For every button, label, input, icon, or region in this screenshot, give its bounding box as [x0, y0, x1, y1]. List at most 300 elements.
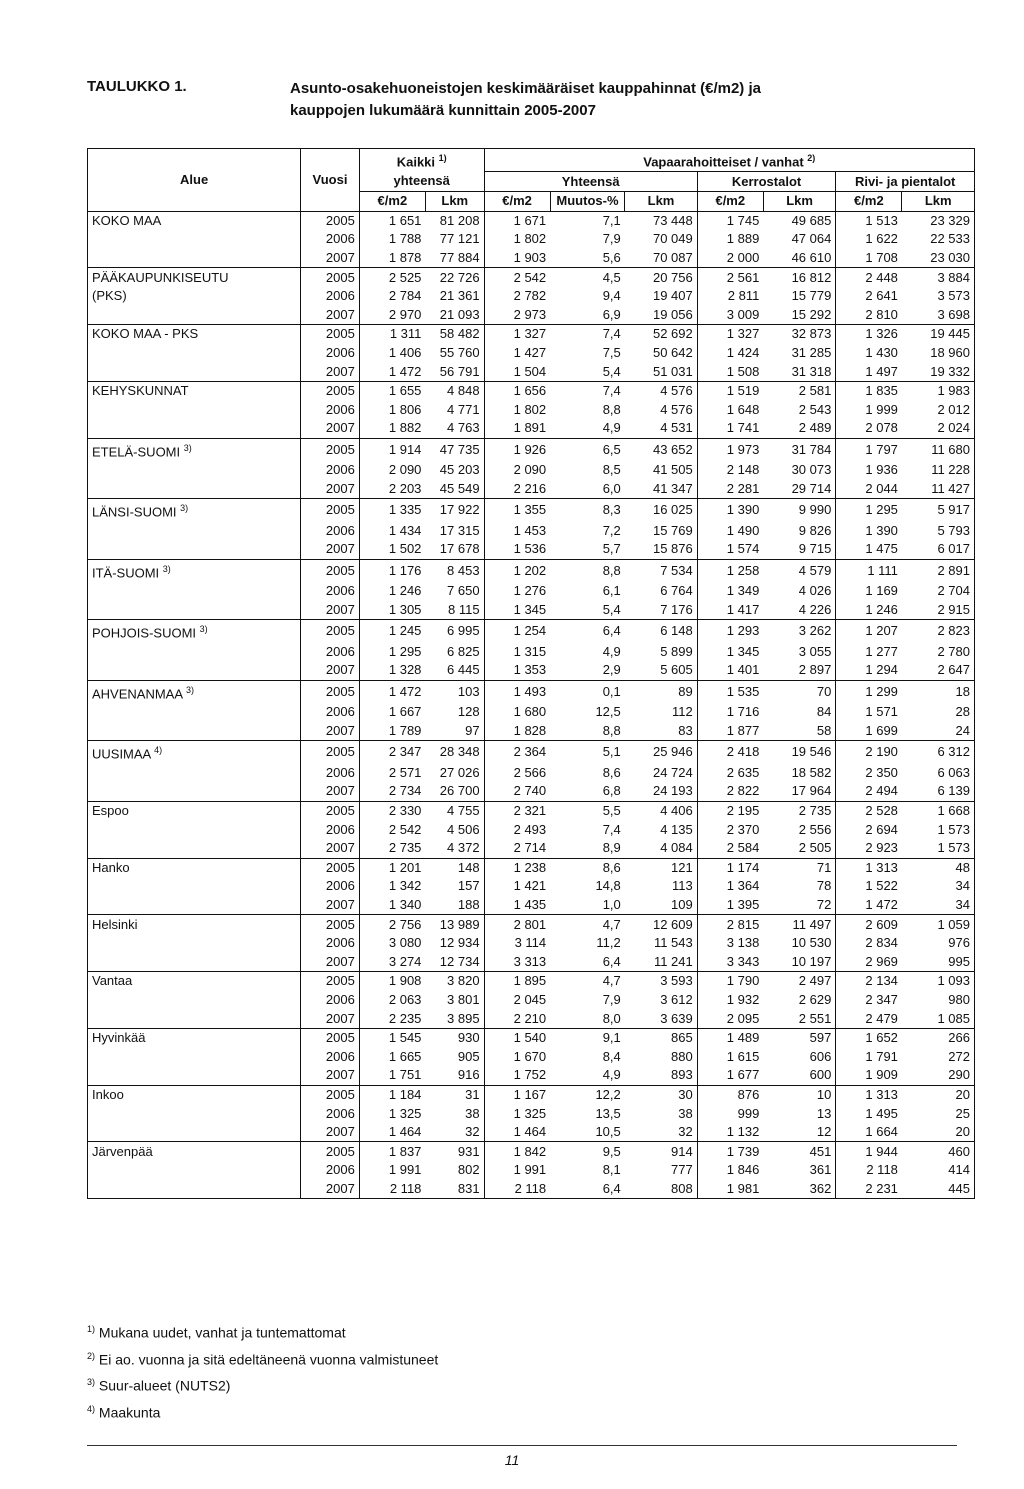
value-cell: 931: [425, 1142, 484, 1161]
region-cell: [88, 1047, 301, 1066]
value-cell: 1 648: [697, 400, 763, 419]
value-cell: 6 139: [902, 782, 975, 801]
value-cell: 1 802: [484, 400, 550, 419]
value-cell: 1 790: [697, 972, 763, 991]
value-cell: 6 764: [660, 583, 693, 599]
region-name: Espoo: [92, 803, 129, 819]
region-cell: [88, 438, 301, 461]
value-cell: 13,5: [595, 1105, 621, 1121]
value-cell: 4 026: [798, 583, 832, 599]
value-cell: 1 944: [836, 1142, 902, 1161]
value-cell: 2 584: [697, 839, 763, 858]
region-cell: [88, 287, 301, 306]
table-row: [88, 480, 975, 499]
value-cell: 9 990: [763, 499, 835, 522]
value-cell: 8,8: [602, 722, 621, 738]
value-cell: 109: [671, 897, 693, 912]
value-cell: 1 909: [836, 1066, 902, 1085]
table-row: [88, 1142, 975, 1161]
region-cell: [88, 722, 301, 741]
year-cell: 2006: [301, 230, 360, 249]
value-cell: 2 823: [902, 620, 975, 643]
value-cell: 2 525: [359, 268, 425, 287]
value-cell: 1 489: [697, 1028, 763, 1047]
value-cell: 11 497: [763, 915, 835, 934]
region-footnote-mark: 3): [183, 442, 192, 453]
value-cell: 1 174: [697, 858, 763, 877]
value-cell: 4 531: [660, 420, 693, 436]
value-cell: 1 677: [697, 1066, 763, 1085]
value-cell: 16 025: [625, 499, 697, 522]
value-cell: 2 493: [484, 820, 550, 839]
value-cell: 18 960: [902, 344, 975, 363]
value-cell: 7,5: [602, 344, 621, 360]
value-cell: 11 543: [653, 935, 693, 951]
value-cell: 1 111: [836, 559, 902, 582]
value-cell: 1 751: [359, 1066, 425, 1085]
value-cell: 9,5: [550, 1142, 625, 1161]
value-cell: 2 571: [359, 764, 425, 783]
value-cell: 2 216: [484, 480, 550, 499]
value-cell: 1 464: [484, 1123, 550, 1142]
region-name-line-2: (PKS): [92, 288, 127, 304]
value-cell: 1 882: [359, 419, 425, 438]
region-cell: [88, 540, 301, 559]
value-cell: 1 708: [836, 249, 902, 268]
value-cell: 9,1: [550, 1028, 625, 1047]
value-cell: 808: [625, 1180, 697, 1199]
value-cell: 3 274: [359, 952, 425, 971]
value-cell: 11 680: [902, 438, 975, 461]
value-cell: 19 056: [652, 306, 693, 322]
value-cell: 1 132: [697, 1123, 763, 1142]
value-cell: 1 085: [902, 1009, 975, 1028]
table-row: [88, 934, 975, 953]
value-cell: 70: [763, 680, 835, 703]
table-row: [88, 559, 975, 582]
region-cell: [88, 934, 301, 953]
value-cell: 3 593: [625, 972, 697, 991]
value-cell: 1 295: [836, 499, 902, 522]
value-cell: 2 134: [836, 972, 902, 991]
table-row: [88, 643, 975, 662]
value-cell: 1 258: [697, 559, 763, 582]
value-cell: 3 895: [447, 1010, 480, 1026]
value-cell: 47 735: [425, 438, 484, 461]
value-cell: 2 641: [836, 287, 902, 306]
price-table: [87, 148, 975, 1199]
value-cell: 1 699: [836, 722, 902, 741]
value-cell: 9,4: [602, 288, 621, 304]
value-cell: 24 724: [652, 764, 693, 780]
value-cell: 10 530: [791, 935, 832, 951]
value-cell: 905: [457, 1048, 480, 1064]
table-row: [88, 344, 975, 363]
region-name: KOKO MAA: [92, 212, 162, 228]
table-row: [88, 521, 975, 540]
value-cell: 1 202: [484, 559, 550, 582]
year-cell: 2007: [301, 540, 360, 559]
value-cell: 7,9: [602, 991, 621, 1007]
value-cell: 1 716: [697, 703, 763, 722]
value-cell: 9 826: [798, 522, 832, 538]
value-cell: 1 891: [484, 419, 550, 438]
value-cell: 1 305: [359, 601, 425, 620]
value-cell: 2 694: [836, 820, 902, 839]
value-cell: 3 055: [798, 643, 832, 659]
value-cell: 361: [809, 1162, 832, 1178]
year-cell: 2006: [301, 287, 360, 306]
year-cell: 2005: [301, 499, 360, 522]
value-cell: 4 506: [447, 821, 480, 837]
value-cell: 1 903: [484, 249, 550, 268]
col-eur-m2: €/m2: [836, 191, 902, 211]
value-cell: 1 806: [359, 400, 425, 419]
value-cell: 1 504: [484, 362, 550, 381]
year-cell: 2005: [301, 1085, 360, 1104]
table-row: [88, 1180, 975, 1199]
year-cell: 2005: [301, 915, 360, 934]
value-cell: 1 207: [836, 620, 902, 643]
value-cell: 1 508: [697, 362, 763, 381]
year-cell: 2006: [301, 521, 360, 540]
region-cell: [88, 344, 301, 363]
col-eur-m2: €/m2: [484, 191, 550, 211]
table-row: [88, 400, 975, 419]
value-cell: 1 176: [359, 559, 425, 582]
value-cell: 8,5: [602, 462, 621, 478]
value-cell: 12,5: [595, 704, 621, 720]
value-cell: 995: [902, 952, 975, 971]
value-cell: 2 418: [697, 741, 763, 764]
value-cell: 4 406: [625, 801, 697, 820]
value-cell: 2 891: [902, 559, 975, 582]
year-cell: 2007: [301, 480, 360, 499]
value-cell: 157: [457, 878, 480, 894]
value-cell: 4,9: [602, 1067, 621, 1083]
footnote-text: Maakunta: [98, 1404, 161, 1421]
value-cell: 1,0: [602, 897, 621, 912]
table-row: [88, 991, 975, 1010]
region-cell: [88, 305, 301, 324]
value-cell: 1 472: [359, 362, 425, 381]
value-cell: 1 421: [484, 877, 550, 896]
value-cell: 1 652: [836, 1028, 902, 1047]
value-cell: 113: [672, 878, 693, 894]
value-cell: 188: [457, 897, 480, 912]
value-cell: 2 704: [902, 582, 975, 601]
value-cell: 1 276: [484, 582, 550, 601]
value-cell: 1 349: [697, 582, 763, 601]
value-cell: 2 203: [359, 480, 425, 499]
value-cell: 48: [902, 858, 975, 877]
value-cell: 2 095: [697, 1009, 763, 1028]
region-cell: [88, 601, 301, 620]
table-row: [88, 268, 975, 287]
value-cell: 1 991: [359, 1161, 425, 1180]
value-cell: 11,2: [596, 935, 621, 951]
value-cell: 1 513: [836, 211, 902, 230]
value-cell: 2 915: [902, 601, 975, 620]
value-cell: 4,7: [550, 972, 625, 991]
value-cell: 3 009: [697, 305, 763, 324]
value-cell: 128: [457, 704, 480, 720]
value-cell: 18: [902, 680, 975, 703]
value-cell: 999: [697, 1104, 763, 1123]
value-cell: 1 342: [359, 877, 425, 896]
value-cell: 1 665: [359, 1047, 425, 1066]
value-cell: 45 203: [439, 462, 480, 478]
value-cell: 15 876: [652, 541, 693, 557]
value-cell: 4 755: [425, 801, 484, 820]
value-cell: 71: [763, 858, 835, 877]
value-cell: 30 073: [791, 462, 832, 478]
value-cell: 1 340: [359, 896, 425, 915]
year-cell: 2006: [301, 400, 360, 419]
value-cell: 2 609: [836, 915, 902, 934]
value-cell: 362: [763, 1180, 835, 1199]
year-cell: 2007: [301, 722, 360, 741]
value-cell: 1 246: [836, 601, 902, 620]
value-cell: 81 208: [425, 211, 484, 230]
value-cell: 1 059: [902, 915, 975, 934]
year-cell: 2007: [301, 952, 360, 971]
value-cell: 5,4: [602, 363, 621, 379]
page-number: 11: [504, 1452, 520, 1468]
value-cell: 1 936: [836, 461, 902, 480]
value-cell: 1 680: [484, 703, 550, 722]
value-cell: 23 329: [902, 211, 975, 230]
value-cell: 1 453: [484, 521, 550, 540]
value-cell: 38: [465, 1105, 480, 1121]
value-cell: 2 195: [697, 801, 763, 820]
value-cell: 8,0: [602, 1010, 621, 1026]
value-cell: 1 490: [697, 521, 763, 540]
value-cell: 1 999: [836, 400, 902, 419]
value-cell: 6 017: [902, 540, 975, 559]
region-cell: [88, 268, 301, 287]
value-cell: 72: [816, 897, 832, 912]
value-cell: 4 771: [447, 401, 480, 417]
region-footnote-mark: 4): [154, 745, 163, 756]
value-cell: 893: [671, 1067, 693, 1083]
value-cell: 3 573: [902, 287, 975, 306]
value-cell: 1 667: [359, 703, 425, 722]
value-cell: 1 472: [836, 896, 902, 915]
value-cell: 831: [425, 1180, 484, 1199]
year-cell: 2006: [301, 934, 360, 953]
region-cell: [88, 1085, 301, 1104]
value-cell: 1 475: [836, 540, 902, 559]
value-cell: 103: [425, 680, 484, 703]
table-row: [88, 952, 975, 971]
value-cell: 4 084: [660, 840, 693, 856]
region-name: Hanko: [92, 859, 130, 875]
region-name: Hyvinkää: [92, 1030, 146, 1046]
table-row: [88, 305, 975, 324]
region-footnote-mark: 3): [180, 503, 189, 514]
col-lkm: Lkm: [625, 191, 697, 211]
region-cell: [88, 400, 301, 419]
value-cell: 2 834: [836, 934, 902, 953]
value-cell: 1 355: [484, 499, 550, 522]
region-cell: [88, 1066, 301, 1085]
table-row: [88, 540, 975, 559]
value-cell: 1 983: [902, 381, 975, 400]
value-cell: 11 228: [902, 461, 975, 480]
region-cell: [88, 1161, 301, 1180]
header-row-1: [88, 149, 975, 172]
value-cell: 13 989: [425, 915, 484, 934]
value-cell: 3 080: [359, 934, 425, 953]
value-cell: 58: [816, 722, 832, 738]
value-cell: 22 726: [425, 268, 484, 287]
title-line-1: Asunto-osakehuoneistojen keskimääräiset kauppahinnat (€/m2) ja: [290, 80, 761, 97]
footnote-text: Ei ao. vuonna ja sitä edeltäneenä vuonna valmistuneet: [98, 1351, 439, 1368]
year-cell: 2006: [301, 582, 360, 601]
value-cell: 1 802: [484, 230, 550, 249]
table-row: [88, 325, 975, 344]
region-name: AHVENANMAA: [92, 686, 183, 702]
value-cell: 2 740: [484, 782, 550, 801]
value-cell: 4,9: [602, 420, 621, 436]
value-cell: 7 534: [625, 559, 697, 582]
value-cell: 2 581: [763, 381, 835, 400]
value-cell: 24 193: [652, 783, 693, 799]
value-cell: 2 543: [798, 401, 832, 417]
value-cell: 50 642: [652, 344, 693, 360]
value-cell: 3 820: [425, 972, 484, 991]
region-cell: [88, 643, 301, 662]
region-cell: [88, 764, 301, 783]
value-cell: 4 579: [763, 559, 835, 582]
value-cell: 17 678: [439, 541, 480, 557]
value-cell: 41 347: [652, 480, 693, 496]
value-cell: 1 313: [836, 1085, 902, 1104]
value-cell: 83: [678, 722, 693, 738]
value-cell: 3 343: [697, 952, 763, 971]
value-cell: 1 878: [359, 249, 425, 268]
region-cell: [88, 782, 301, 801]
col-header-yhteensa: Yhteensä: [484, 172, 697, 192]
table-row: [88, 680, 975, 703]
value-cell: 31: [425, 1085, 484, 1104]
value-cell: 1 295: [359, 643, 425, 662]
value-cell: 2 044: [836, 480, 902, 499]
year-cell: 2005: [301, 858, 360, 877]
value-cell: 8,8: [550, 559, 625, 582]
value-cell: 2 629: [798, 991, 832, 1007]
value-cell: 5,4: [602, 601, 621, 617]
region-cell: [88, 820, 301, 839]
year-cell: 2005: [301, 211, 360, 230]
value-cell: 58 482: [425, 325, 484, 344]
value-cell: 7,9: [602, 231, 621, 247]
value-cell: 1 991: [484, 1161, 550, 1180]
value-cell: 5 899: [660, 643, 693, 659]
value-cell: 266: [902, 1028, 975, 1047]
value-cell: 3 313: [484, 952, 550, 971]
region-cell: [88, 211, 301, 230]
value-cell: 1 651: [359, 211, 425, 230]
value-cell: 930: [425, 1028, 484, 1047]
col-header-kaikki: Kaikki $^{1)}$: [359, 149, 484, 172]
table-row: [88, 764, 975, 783]
value-cell: 20 756: [625, 268, 697, 287]
value-cell: 16 812: [763, 268, 835, 287]
value-cell: 6 312: [902, 741, 975, 764]
table-row: [88, 1123, 975, 1142]
year-cell: 2007: [301, 419, 360, 438]
region-cell: [88, 703, 301, 722]
value-cell: 1 417: [697, 601, 763, 620]
year-cell: 2007: [301, 1123, 360, 1142]
value-cell: 19 546: [763, 741, 835, 764]
year-cell: 2007: [301, 601, 360, 620]
year-cell: 2006: [301, 703, 360, 722]
value-cell: 1 464: [359, 1123, 425, 1142]
value-cell: 12 609: [625, 915, 697, 934]
value-cell: 38: [678, 1105, 693, 1121]
value-cell: 7 176: [660, 601, 693, 617]
value-cell: 8,8: [602, 401, 621, 417]
col-header-alue: Alue: [88, 149, 301, 212]
value-cell: 1 328: [359, 661, 425, 680]
value-cell: 19 407: [652, 288, 693, 304]
value-cell: 18 582: [791, 764, 832, 780]
footnote: [87, 1371, 438, 1398]
value-cell: 23 030: [902, 249, 975, 268]
value-cell: 7,2: [602, 522, 621, 538]
value-cell: 802: [457, 1162, 480, 1178]
table-row: [88, 1161, 975, 1180]
value-cell: 1 299: [836, 680, 902, 703]
table-row: [88, 461, 975, 480]
value-cell: 1 739: [697, 1142, 763, 1161]
value-cell: 2 782: [484, 287, 550, 306]
value-cell: 1 345: [697, 643, 763, 662]
value-cell: 1 327: [697, 325, 763, 344]
table-row: [88, 858, 975, 877]
table-row: [88, 972, 975, 991]
year-cell: 2007: [301, 362, 360, 381]
footnote-mark: 2): [87, 1350, 96, 1361]
region-cell: [88, 915, 301, 934]
value-cell: 1 655: [359, 381, 425, 400]
region-cell: [88, 1142, 301, 1161]
value-cell: 1 401: [697, 661, 763, 680]
value-cell: 2 118: [484, 1180, 550, 1199]
col-lkm: Lkm: [902, 191, 975, 211]
value-cell: 10,5: [595, 1124, 621, 1140]
value-cell: 1 238: [484, 858, 550, 877]
value-cell: 14,8: [595, 878, 621, 894]
value-cell: 290: [902, 1066, 975, 1085]
value-cell: 2 347: [359, 741, 425, 764]
value-cell: 2 801: [484, 915, 550, 934]
value-cell: 2 012: [902, 400, 975, 419]
footnote-text: Suur-alueet (NUTS2): [98, 1377, 231, 1394]
value-cell: 2 784: [359, 287, 425, 306]
value-cell: 1 745: [697, 211, 763, 230]
value-cell: 1 390: [836, 521, 902, 540]
region-footnote-mark: 3): [199, 624, 208, 635]
value-cell: 1 293: [697, 620, 763, 643]
value-cell: 32: [465, 1124, 480, 1140]
value-cell: 1 908: [359, 972, 425, 991]
value-cell: 1 842: [484, 1142, 550, 1161]
value-cell: 6,9: [602, 306, 621, 322]
